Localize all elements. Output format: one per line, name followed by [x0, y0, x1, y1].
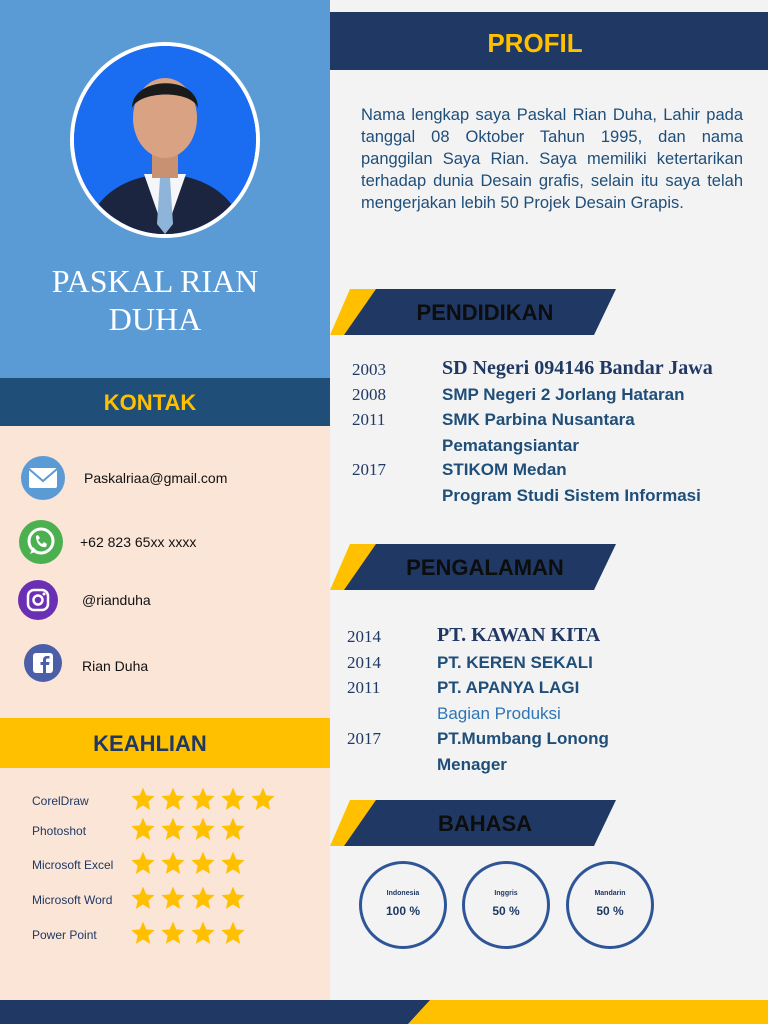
star-icon	[220, 920, 246, 946]
skill-label: Power Point	[32, 928, 97, 942]
exp-year: 2011	[347, 678, 381, 697]
star-icon	[190, 920, 216, 946]
kontak-header	[0, 378, 330, 426]
edu-school-line2: Program Studi Sistem Informasi	[442, 486, 701, 505]
star-icon	[220, 885, 246, 911]
skill-label: Microsoft Word	[32, 893, 113, 907]
skill-stars	[130, 920, 246, 946]
contact-phone	[0, 520, 330, 564]
exp-company: PT. KEREN SEKALI	[437, 653, 593, 672]
skill-stars	[130, 816, 246, 842]
email-icon	[21, 456, 65, 500]
pengalaman-title: PENGALAMAN	[406, 555, 564, 580]
keahlian-panel	[0, 768, 330, 1000]
star-icon	[190, 885, 216, 911]
edu-year: 2003	[352, 360, 386, 379]
bahasa-title: BAHASA	[437, 811, 533, 836]
star-icon	[130, 786, 156, 812]
footer-bar-navy	[0, 1000, 430, 1024]
language-name: Inggris	[494, 890, 518, 897]
exp-year: 2017	[347, 729, 381, 748]
star-icon	[220, 786, 246, 812]
exp-company: PT. KAWAN KITA	[437, 624, 601, 646]
contact-email	[0, 456, 330, 500]
facebook-icon	[24, 644, 62, 682]
star-icon	[130, 920, 156, 946]
exp-role: Menager	[437, 755, 507, 774]
edu-year: 2011	[352, 410, 386, 429]
facebook-text: Rian Duha	[82, 658, 149, 674]
skill-row	[32, 850, 322, 880]
skill-label: CorelDraw	[32, 794, 89, 808]
skill-row	[32, 920, 322, 950]
star-icon	[190, 850, 216, 876]
language-name: Mandarin	[594, 890, 626, 897]
exp-year: 2014	[347, 653, 381, 672]
footer-bar-gold	[408, 1000, 768, 1024]
edu-school: SD Negeri 094146 Bandar Jawa	[442, 357, 713, 379]
star-icon	[220, 816, 246, 842]
edu-school: SMP Negeri 2 Jorlang Hataran	[442, 385, 685, 404]
pengalaman-header	[330, 544, 620, 590]
profil-header	[330, 14, 768, 70]
skill-row	[32, 885, 322, 915]
pendidikan-header	[330, 289, 620, 335]
language-circle	[566, 861, 654, 949]
instagram-text: @rianduha	[82, 592, 151, 608]
profile-photo	[74, 46, 256, 234]
instagram-icon	[18, 580, 58, 620]
profil-text: Nama lengkap saya Paskal Rian Duha, Lahir pada tanggal 08 Oktober Tahun 1995, dan nama panggilan Saya Rian. Saya memiliki ketertarikan terhadap dunia Desain grafis, selain itu saya telah mengerjakan lebih 50 Projek Desain Grapis.	[361, 106, 743, 212]
skill-row	[32, 786, 322, 816]
kontak-panel	[0, 426, 330, 718]
exp-company: PT. APANYA LAGI	[437, 678, 580, 697]
email-text: Paskalriaa@gmail.com	[84, 470, 228, 486]
language-circle	[462, 861, 550, 949]
star-icon	[130, 850, 156, 876]
language-name: Indonesia	[386, 890, 420, 897]
edu-school: SMK Parbina Nusantara	[442, 410, 635, 429]
star-icon	[190, 786, 216, 812]
skill-label: Microsoft Excel	[32, 858, 114, 872]
contact-instagram	[0, 580, 330, 624]
pendidikan-title: PENDIDIKAN	[416, 300, 554, 325]
exp-role: Bagian Produksi	[437, 704, 561, 723]
keahlian-title: KEAHLIAN	[93, 731, 207, 756]
keahlian-header	[0, 718, 330, 768]
person-name: PASKAL RIAN DUHA	[51, 263, 259, 337]
star-icon	[160, 885, 186, 911]
edu-year: 2008	[352, 385, 386, 404]
person-portrait-icon	[74, 46, 256, 234]
phone-text: +62 823 65xx xxxx	[80, 534, 197, 550]
skill-row	[32, 816, 322, 846]
star-icon	[130, 885, 156, 911]
star-icon	[160, 786, 186, 812]
language-level: 50 %	[596, 904, 624, 918]
star-icon	[160, 850, 186, 876]
star-icon	[160, 816, 186, 842]
star-icon	[220, 850, 246, 876]
star-icon	[130, 816, 156, 842]
skill-stars	[130, 885, 246, 911]
language-level: 100 %	[385, 904, 421, 918]
edu-school: STIKOM Medan	[442, 460, 567, 479]
bahasa-header	[330, 800, 620, 846]
edu-year: 2017	[352, 460, 386, 479]
edu-school-line2: Pematangsiantar	[442, 436, 579, 455]
exp-year: 2014	[347, 627, 381, 646]
skill-label: Photoshot	[32, 824, 87, 838]
language-circle	[359, 861, 447, 949]
kontak-title: KONTAK	[103, 390, 197, 415]
profil-title: PROFIL	[487, 28, 583, 58]
whatsapp-icon	[19, 520, 63, 564]
skill-stars	[130, 786, 276, 812]
exp-company: PT.Mumbang Lonong	[437, 729, 609, 748]
star-icon	[160, 920, 186, 946]
contact-facebook	[0, 644, 330, 688]
language-level: 50 %	[492, 904, 520, 918]
star-icon	[250, 786, 276, 812]
star-icon	[190, 816, 216, 842]
skill-stars	[130, 850, 246, 876]
